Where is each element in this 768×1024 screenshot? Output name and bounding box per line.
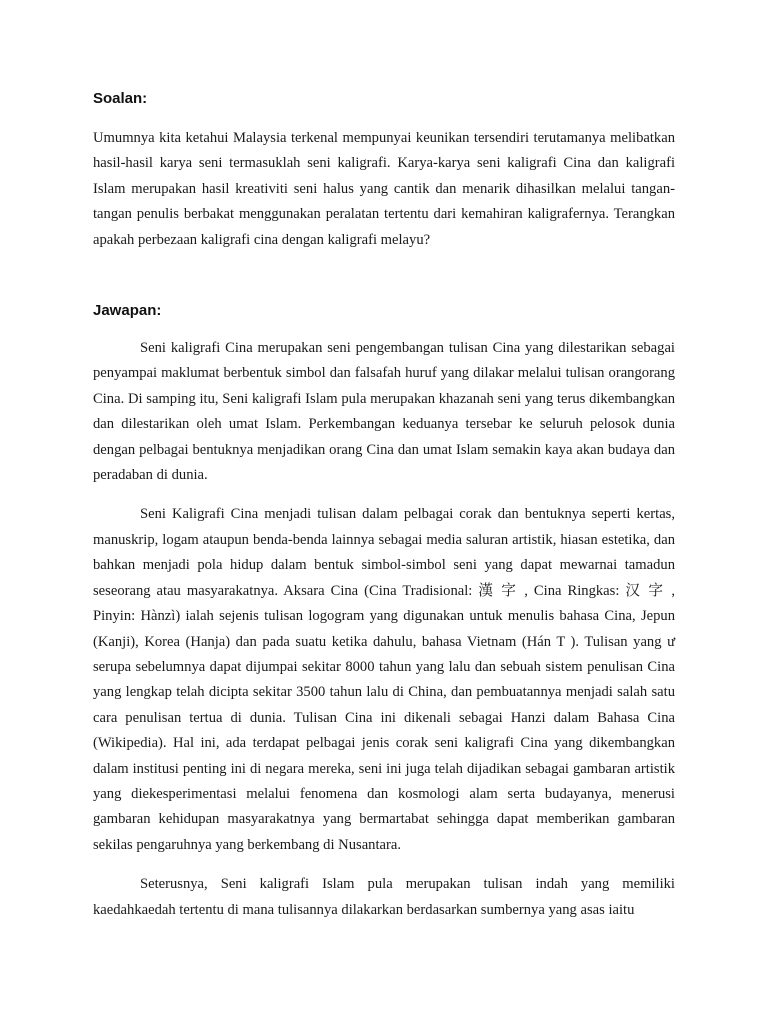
- answer-paragraph-2: Seni Kaligrafi Cina menjadi tulisan dalam pelbagai corak dan bentuknya seperti kertas, manuskrip, logam ataupun benda-benda lainnya sebagai media saluran artistik, hiasan estetika, dan bahkan menjadi pola hidup dalam bentuk simbol-simbol seni yang dapat mewarnai tamadun seseorang atau masyarakatnya. Aksara Cina (Cina Tradisional: 漢 字 , Cina Ringkas: 汉 字 , Pinyin: Hànzì) ialah sejenis tulisan logogram yang digunakan untuk menulis bahasa Cina, Jepun (Kanji), Korea (Hanja) dan pada suatu ketika dahulu, bahasa Vietnam (Hán T ). Tulisan yang ư serupa sebelumnya dapat dijumpai sekitar 8000 tahun yang lalu dan sebuah sistem penulisan Cina yang lengkap telah dicipta sekitar 3500 tahun lalu di China, dan pembuatannya menjadi salah satu cara penulisan tertua di dunia. Tulisan Cina ini dikenali sebagai Hanzi dalam Bahasa Cina (Wikipedia). Hal ini, ada terdapat pelbagai jenis corak seni kaligrafi Cina yang dikembangkan dalam institusi penting ini di negara mereka, seni ini juga telah dijadikan sebagai gambaran artistik yang diekesperimentasi melalui fenomena dan kosmologi alam serta budayanya, menerusi gambaran kehidupan masyarakatnya yang bermartabat sehingga dapat memberikan gambaran sekilas pengaruhnya yang berkembang di Nusantara.: [93, 506, 675, 853]
- question-heading: Soalan:: [93, 90, 148, 107]
- answer-heading: Jawapan:: [93, 302, 162, 320]
- answer-paragraph-3: Seterusnya, Seni kaligrafi Islam pula merupakan tulisan indah yang memiliki kaedahkaedah tertentu di mana tulisannya dilakarkan berdasarkan sumbernya yang asas iaitu: [93, 876, 675, 918]
- question-paragraph: Umumnya kita ketahui Malaysia terkenal mempunyai keunikan tersendiri terutamanya melibatkan hasil-hasil karya seni termasuklah seni kaligrafi. Karya-karya seni kaligrafi Cina dan kaligrafi Islam merupakan hasil kreativiti seni halus yang cantik dan menarik dihasilkan melalui tangan-tangan penulis berbakat menggunakan peralatan tertentu dari kemahiran kaligrafernya. Terangkan apakah perbezaan kaligrafi cina dengan kaligrafi melayu?: [93, 130, 675, 248]
- answer-paragraph-1: Seni kaligrafi Cina merupakan seni pengembangan tulisan Cina yang dilestarikan sebagai penyampai maklumat berbentuk simbol dan falsafah huruf yang dilakar melalui tulisan orangorang Cina. Di samping itu, Seni kaligrafi Islam pula merupakan khazanah seni yang terus dikembangkan dan dilestarikan oleh umat Islam. Perkembangan keduanya tersebar ke seluruh pelosok dunia dengan pelbagai bentuknya menjadikan orang Cina dan umat Islam semakin kaya akan budaya dan peradaban di dunia.: [93, 340, 675, 484]
